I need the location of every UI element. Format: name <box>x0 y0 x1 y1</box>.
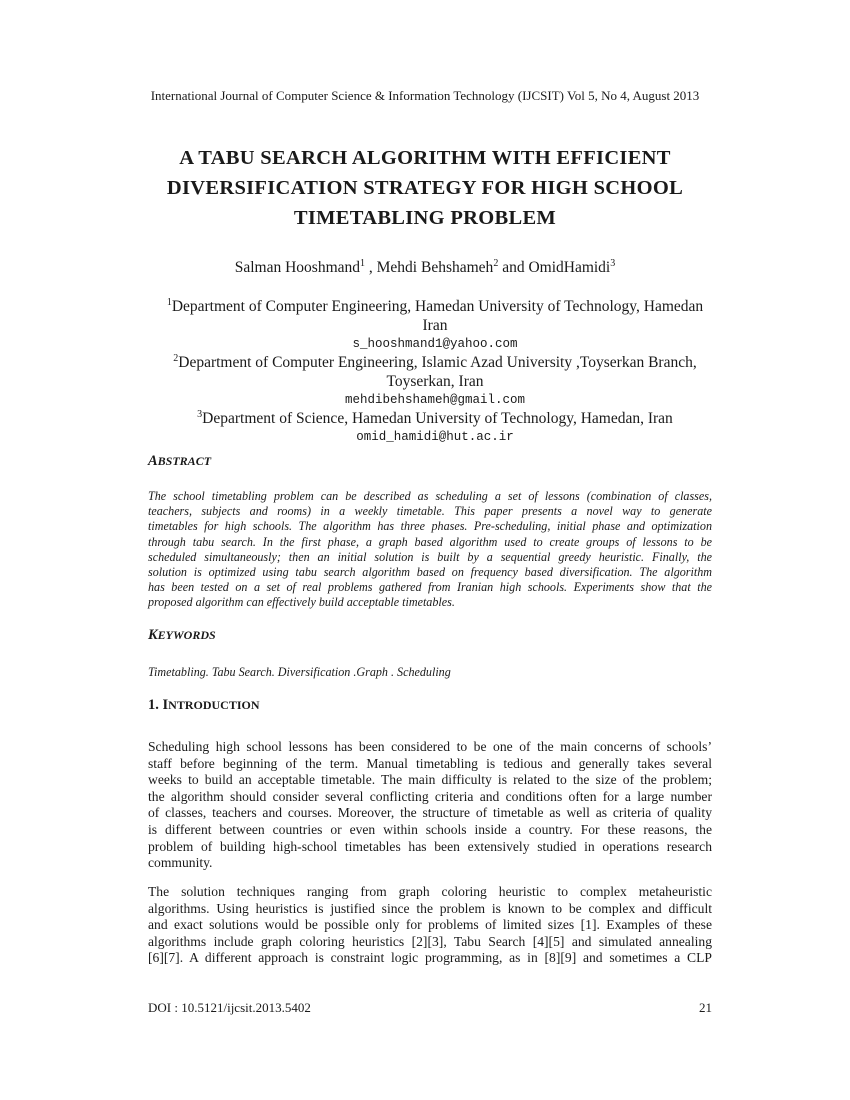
author-email: s_hooshmand1@yahoo.com <box>352 337 518 351</box>
abstract-line: proposed algorithm can effectively build acceptable timetables. <box>148 595 455 610</box>
heading-rest: BSTRACT <box>157 454 212 468</box>
paragraph-line: the algorithm should consider several conflicting criteria and conditions often for a large number <box>148 788 712 804</box>
abstract-heading <box>148 453 211 470</box>
paragraph-line: algorithms include graph coloring heuristics [2][3], Tabu Search [4][5] and simulated annealing <box>148 933 712 949</box>
title-line: TIMETABLING PROBLEM <box>293 207 557 229</box>
abstract-line: scheduled simultaneously; then an initial solution is built by a sequential greedy heuristic. Finally, the <box>148 549 712 564</box>
abstract-line: through tabu search. In the first phase, a graph based algorithm used to create groups of lessons to be <box>148 534 712 549</box>
heading-initial: 1. I <box>148 697 169 713</box>
affiliation-line <box>140 409 730 428</box>
paragraph-line: of classes, teachers and courses. Moreover, the structure of timetable as well as criteria of quality <box>148 805 712 821</box>
affiliation-line <box>140 353 730 372</box>
author-email: omid_hamidi@hut.ac.ir <box>356 430 514 444</box>
keywords-text: Timetabling. Tabu Search. Diversification .Graph . Scheduling <box>148 665 451 679</box>
author-name: and OmidHamidi <box>498 259 611 276</box>
author-affil-mark: 2 <box>493 257 499 269</box>
paragraph-line: and exact solutions would be possible only for problems of limited sizes [1]. Examples of these <box>148 917 712 933</box>
footer-doi: DOI : 10.5121/ijcsit.2013.5402 <box>148 1000 311 1015</box>
author-email: mehdibehshameh@gmail.com <box>344 393 526 407</box>
paragraph-line: staff before beginning of the term. Manual timetabling is tedious and generally takes several <box>148 755 712 771</box>
section-heading-introduction <box>148 697 260 714</box>
author-affil-mark: 1 <box>360 257 366 269</box>
intro-paragraph-2 <box>148 884 712 967</box>
affiliation-text: Department of Science, Hamedan University of Technology, Hamedan, Iran <box>202 410 673 427</box>
title-line: DIVERSIFICATION STRATEGY FOR HIGH SCHOOL <box>166 177 684 199</box>
paragraph-line: algorithms. Using heuristics is justified since the problem is known to be complex and difficult <box>148 900 712 916</box>
title-line: A TABU SEARCH ALGORITHM WITH EFFICIENT <box>179 147 671 169</box>
abstract-line: The school timetabling problem can be described as scheduling a set of lessons (combination of classes, <box>148 489 712 503</box>
page-number: 21 <box>699 1000 712 1015</box>
paragraph-line: [6][7]. A different approach is constraint logic programming, as in [8][9] and sometimes a CLP <box>148 950 712 966</box>
paragraph-line: Scheduling high school lessons has been considered to be one of the main concerns of schools’ <box>148 739 712 754</box>
heading-rest: EYWORDS <box>157 628 216 642</box>
author-affil-mark: 3 <box>610 257 616 269</box>
affiliation-text: Department of Computer Engineering, Hamedan University of Technology, Hamedan <box>171 298 704 315</box>
affiliation-line: Toyserkan, Iran <box>386 373 484 390</box>
affiliation-line <box>140 297 730 316</box>
heading-initial: K <box>148 627 158 643</box>
affiliations <box>140 297 730 446</box>
paragraph-line: is different between countries or even within schools inside a country. For these reasons, the <box>148 821 712 837</box>
affiliation-line: Iran <box>422 317 448 334</box>
abstract-body <box>148 489 712 611</box>
abstract-line: solution is optimized using tabu search algorithm based on frequency based diversification. The algorithm <box>148 565 712 580</box>
author-list <box>0 259 850 277</box>
author-name: Salman Hooshmand <box>234 259 361 276</box>
affil-mark: 3 <box>197 408 203 420</box>
paragraph-line: weeks to build an acceptable timetable. The main difficulty is related to the size of the problem; <box>148 772 712 788</box>
author-name: , Mehdi Behshameh <box>365 259 494 276</box>
abstract-line: teachers, subjects and rooms) in a weekly timetable. This paper presents a novel way to generate <box>148 504 712 519</box>
abstract-line: timetables for high schools. The algorithm has three phases. Pre-scheduling, initial phase and optimization <box>148 519 712 534</box>
keywords-heading <box>148 627 216 644</box>
paper-title <box>100 143 750 233</box>
paragraph-line: The solution techniques ranging from graph coloring heuristic to complex metaheuristic <box>148 884 712 899</box>
heading-initial: A <box>148 453 158 469</box>
intro-paragraph-1 <box>148 739 712 872</box>
abstract-line: has been tested on a set of real problems gathered from Iranian high schools. Experiments show that the <box>148 580 712 595</box>
paragraph-line: community. <box>148 855 213 871</box>
heading-rest: NTRODUCTION <box>168 698 260 712</box>
affil-mark: 1 <box>166 296 172 308</box>
running-header: International Journal of Computer Science & Information Technology (IJCSIT) Vol 5, No 4, August 2013 <box>150 88 700 103</box>
affil-mark: 2 <box>173 352 179 364</box>
paragraph-line: problem of building high-school timetables has been extensively studied in operations research <box>148 838 712 854</box>
affiliation-text: Department of Computer Engineering, Islamic Azad University ,Toyserkan Branch, <box>178 354 697 371</box>
